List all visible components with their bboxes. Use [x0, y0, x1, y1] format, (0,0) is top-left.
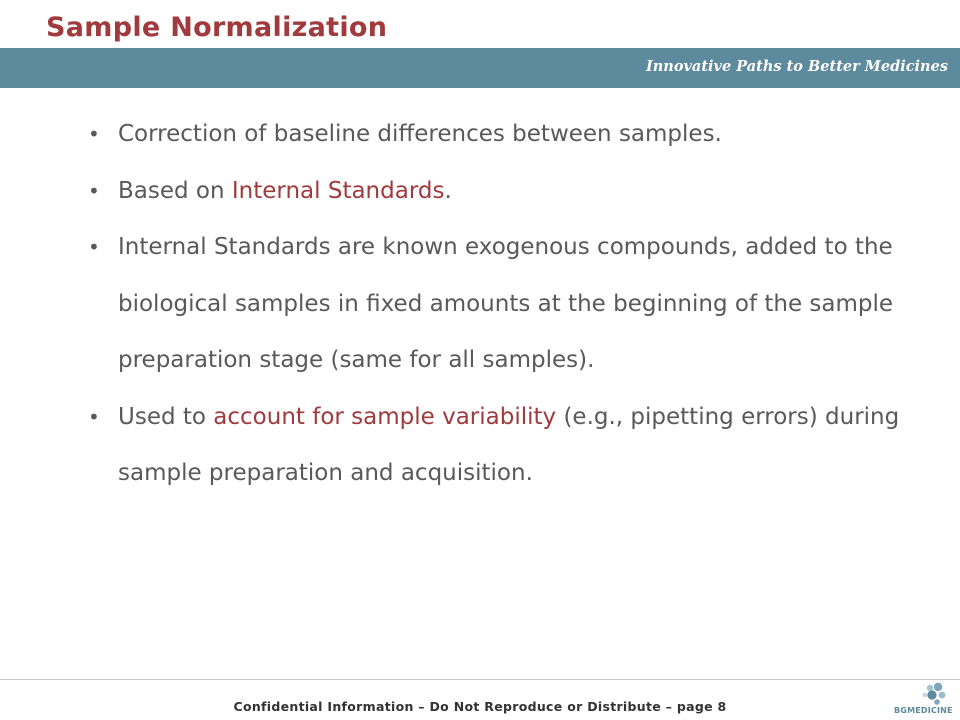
bullet-item [88, 163, 908, 220]
tagline: Innovative Paths to Better Medicines [645, 58, 948, 75]
bullet-text: Based on [118, 177, 232, 204]
bullet-text: . [444, 177, 452, 204]
footer-divider [0, 679, 960, 680]
bullet-item [88, 106, 908, 163]
bullet-text: Used to [118, 403, 214, 430]
footer-confidential-notice: Confidential Information – Do Not Reproduce or Distribute – page 8 [233, 699, 727, 714]
highlight-text: account for sample variability [213, 403, 557, 430]
highlight-text: Internal Standards [231, 177, 445, 204]
bullet-text: (e.g., pipetting errors) during sample preparation and acquisition. [118, 403, 900, 486]
slide-title: Sample Normalization [46, 12, 388, 43]
bullet-text: Correction of baseline differences between samples. [118, 121, 722, 147]
bullet-item [88, 389, 908, 502]
bullet-list [88, 106, 908, 502]
bullet-item [88, 219, 908, 389]
header-banner [0, 48, 960, 88]
bullet-text: Internal Standards are known exogenous compounds, added to the biological samples in fixed amounts at the beginning of the sample preparation stage (same for all samples). [118, 234, 894, 373]
logo-wordmark: BGMEDICINE [894, 706, 953, 715]
